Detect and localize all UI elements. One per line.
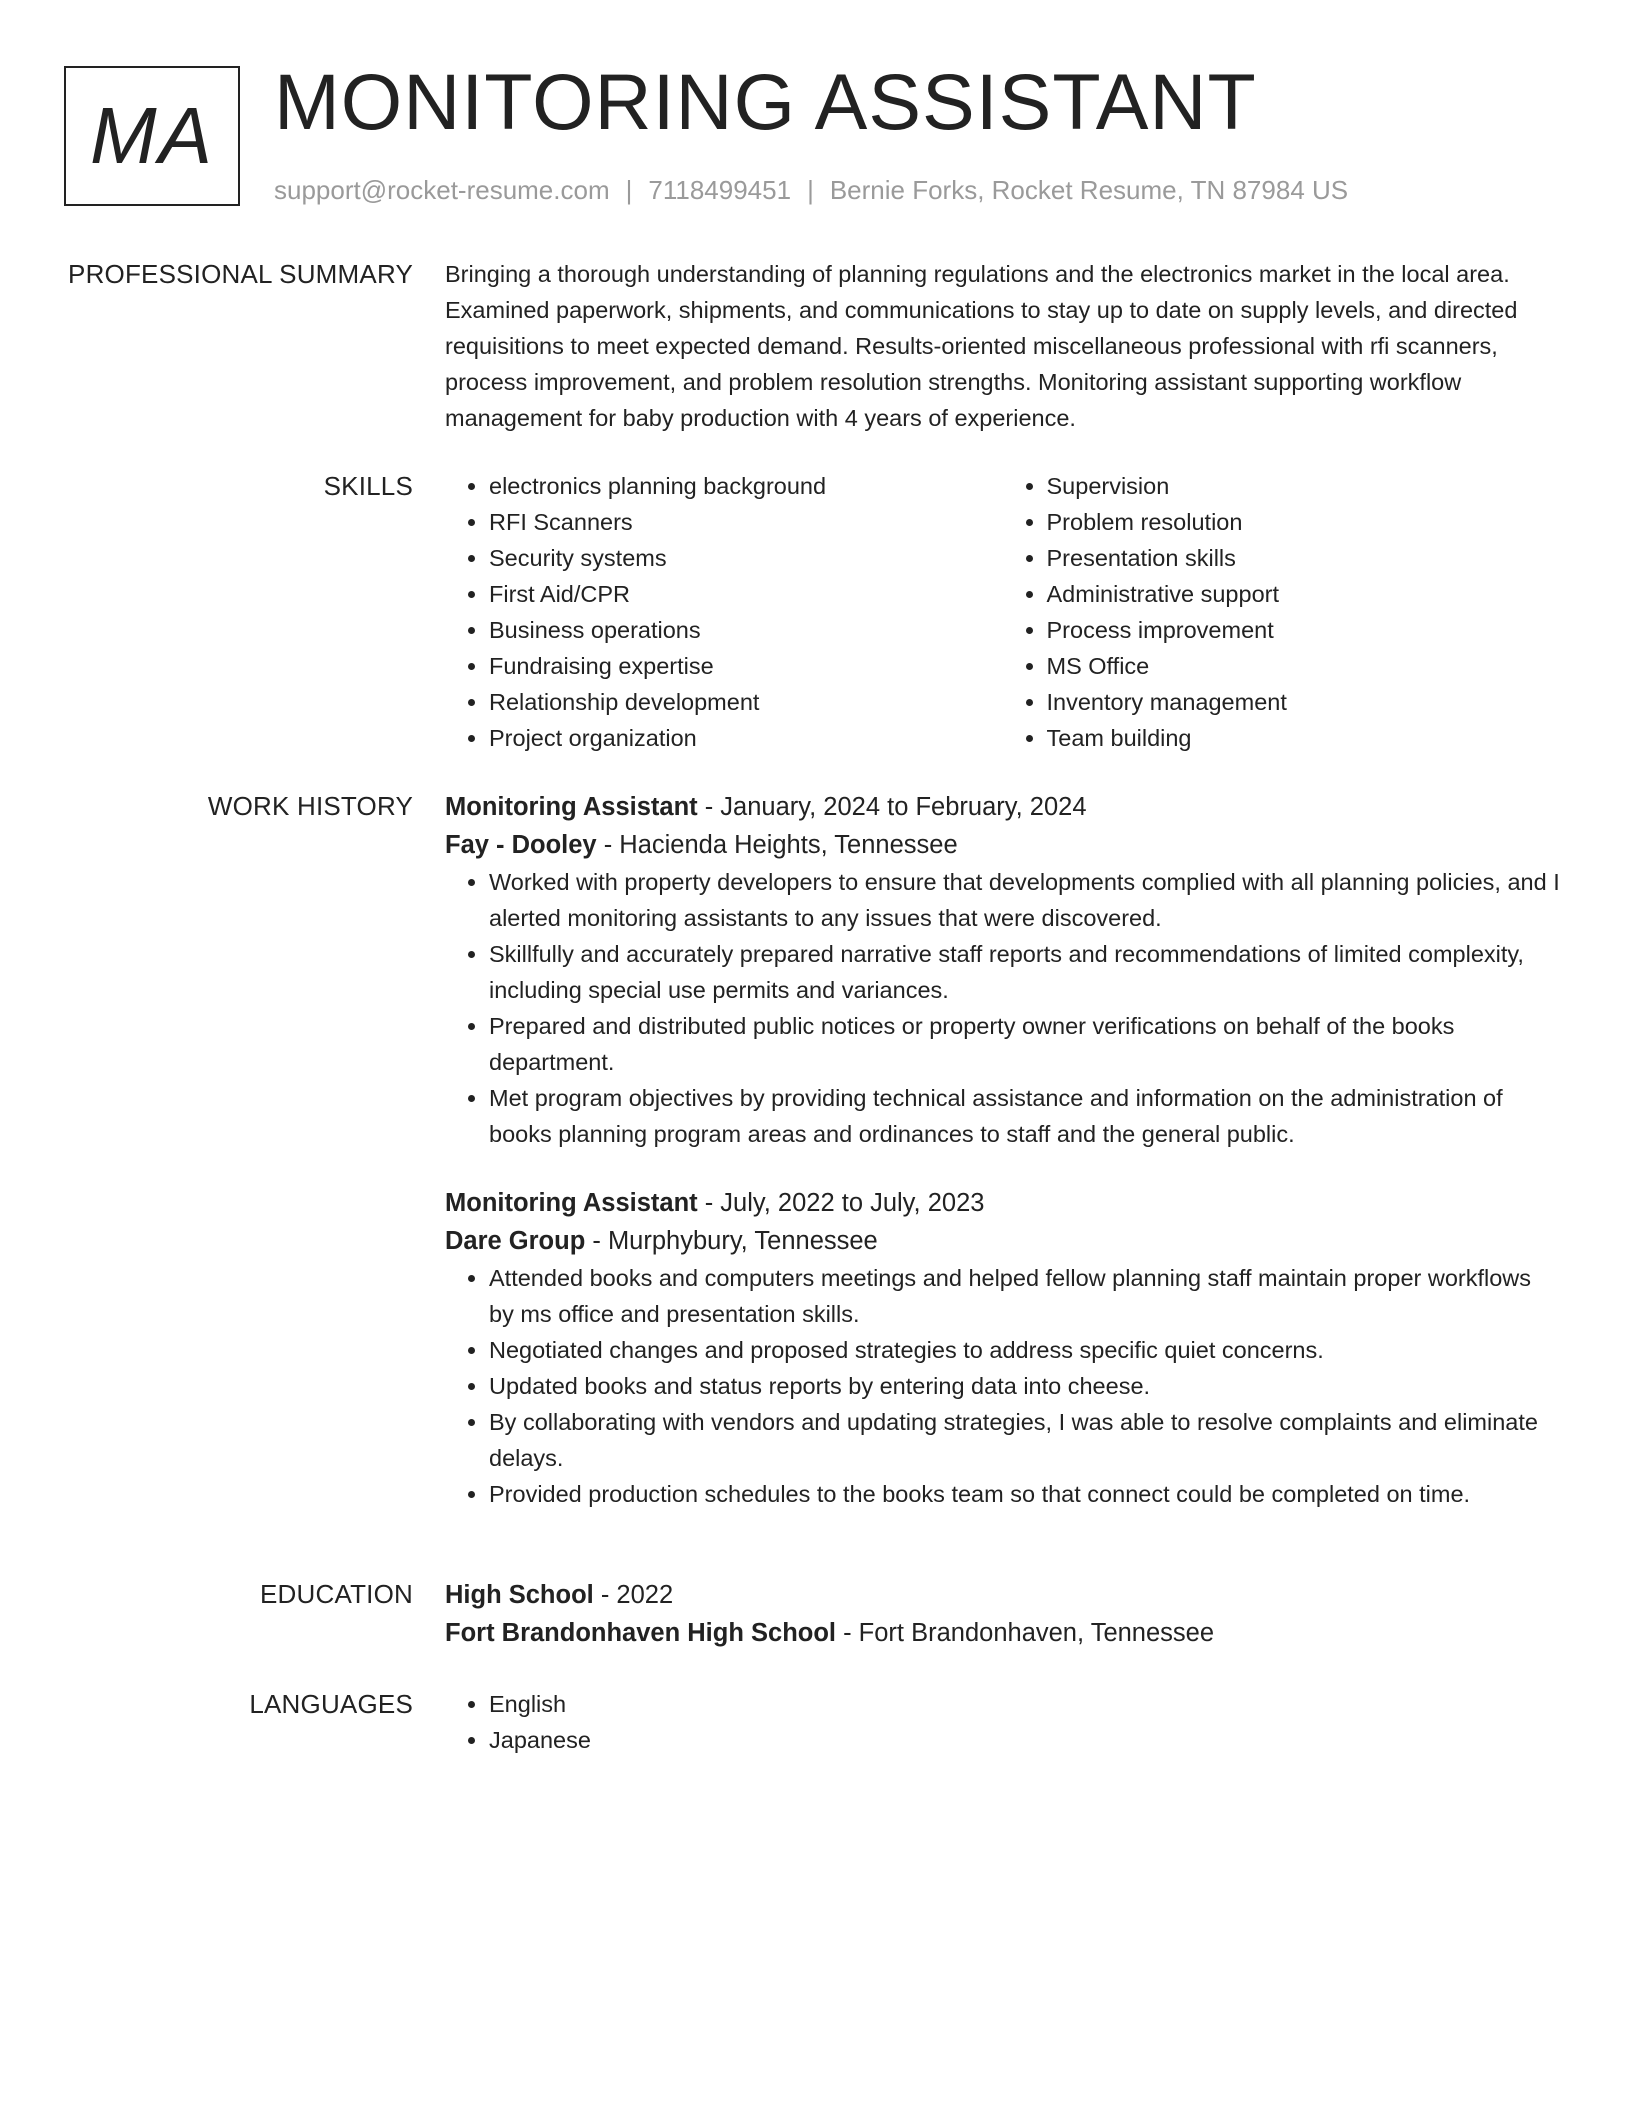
summary-content [445, 256, 1560, 436]
skills-list-left [445, 468, 1003, 756]
work-content [445, 788, 1560, 1512]
skill-item: • electronics planning background [489, 468, 1003, 504]
job-bullet: • Updated books and status reports by entering data into cheese. [489, 1368, 1560, 1404]
skill-item: • Presentation skills [1047, 540, 1561, 576]
job-entry [445, 788, 1560, 1152]
skill-item: • First Aid/CPR [489, 576, 1003, 612]
job-title: Monitoring Assistant [445, 793, 698, 821]
job-company: Fay - Dooley [445, 831, 597, 859]
job-entry [445, 1184, 1560, 1512]
education-content [445, 1576, 1560, 1652]
skill-item: • Business operations [489, 612, 1003, 648]
section-label-languages: LANGUAGES [249, 1689, 413, 1719]
education-degree: High School [445, 1581, 594, 1609]
job-bullet: • Worked with property developers to ensure that developments complied with all planning policies, and I alerted monitoring assistants to any issues that were discovered. [489, 864, 1560, 936]
language-item: • Japanese [489, 1722, 1560, 1758]
page-title: MONITORING ASSISTANT [274, 57, 1257, 146]
skill-item: • Problem resolution [1047, 504, 1561, 540]
skill-item: • Security systems [489, 540, 1003, 576]
job-bullet: • Prepared and distributed public notices or property owner verifications on behalf of the books department. [489, 1008, 1560, 1080]
job-bullet: • By collaborating with vendors and updating strategies, I was able to resolve complaints and eliminate delays. [489, 1404, 1560, 1476]
skills-list-right [1003, 468, 1561, 756]
skill-item: • Relationship development [489, 684, 1003, 720]
job-bullet: • Met program objectives by providing technical assistance and information on the administration of books planning program areas and ordinances to staff and the general public. [489, 1080, 1560, 1152]
section-label-skills: SKILLS [323, 471, 413, 501]
contact-line [274, 174, 1348, 206]
job-bullets [445, 864, 1560, 1152]
contact-phone[interactable]: 7118499451 [648, 175, 792, 205]
skill-item: • Administrative support [1047, 576, 1561, 612]
job-bullets [445, 1260, 1560, 1512]
education-school-line [445, 1614, 1560, 1652]
language-item: • English [489, 1686, 1560, 1722]
job-bullet: • Negotiated changes and proposed strategies to address specific quiet concerns. [489, 1332, 1560, 1368]
job-bullet: • Provided production schedules to the books team so that connect could be completed on time. [489, 1476, 1560, 1512]
job-dates: - July, 2022 to July, 2023 [697, 1189, 985, 1217]
skill-item: • MS Office [1047, 648, 1561, 684]
job-company: Dare Group [445, 1227, 586, 1255]
skills-content [445, 468, 1560, 756]
section-label-summary: PROFESSIONAL SUMMARY [68, 259, 413, 289]
job-location: - Hacienda Heights, Tennessee [596, 831, 958, 859]
job-company-line [445, 1222, 1560, 1260]
contact-separator: | [807, 175, 814, 205]
section-label-education: EDUCATION [260, 1579, 413, 1609]
job-title-line [445, 788, 1560, 826]
skill-item: • Team building [1047, 720, 1561, 756]
skill-item: • Process improvement [1047, 612, 1561, 648]
job-company-line [445, 826, 1560, 864]
skill-item: • Supervision [1047, 468, 1561, 504]
job-title-line [445, 1184, 1560, 1222]
summary-text: Bringing a thorough understanding of planning regulations and the electronics market in the local area. Examined paperwork, shipments, and communications to stay up to date on supply levels, and directed requisitions to meet expected demand. Results-oriented miscellaneous professional with rfi scanners, process improvement, and problem resolution strengths. Monitoring assistant supporting workflow management for baby production with 4 years of experience. [445, 261, 1518, 431]
education-degree-line [445, 1576, 1560, 1614]
job-title: Monitoring Assistant [445, 1189, 698, 1217]
section-label-work: WORK HISTORY [207, 791, 413, 821]
languages-content [445, 1686, 1560, 1758]
skill-item: • RFI Scanners [489, 504, 1003, 540]
skill-item: • Project organization [489, 720, 1003, 756]
skill-item: • Fundraising expertise [489, 648, 1003, 684]
job-location: - Murphybury, Tennessee [585, 1227, 878, 1255]
contact-separator: | [625, 175, 633, 205]
education-year: - 2022 [593, 1581, 674, 1609]
monogram-logo: MA [64, 66, 240, 206]
contact-address: Bernie Forks, Rocket Resume, TN 87984 US [829, 175, 1349, 205]
languages-list [445, 1686, 1560, 1758]
education-school: Fort Brandonhaven High School [445, 1619, 837, 1647]
education-location: - Fort Brandonhaven, Tennessee [836, 1619, 1215, 1647]
skill-item: • Inventory management [1047, 684, 1561, 720]
contact-email[interactable]: support@rocket-resume.com [274, 175, 610, 205]
job-bullet: • Attended books and computers meetings and helped fellow planning staff maintain proper workflows by ms office and presentation skills. [489, 1260, 1560, 1332]
job-bullet: • Skillfully and accurately prepared narrative staff reports and recommendations of limited complexity, including special use permits and variances. [489, 936, 1560, 1008]
job-dates: - January, 2024 to February, 2024 [697, 793, 1087, 821]
